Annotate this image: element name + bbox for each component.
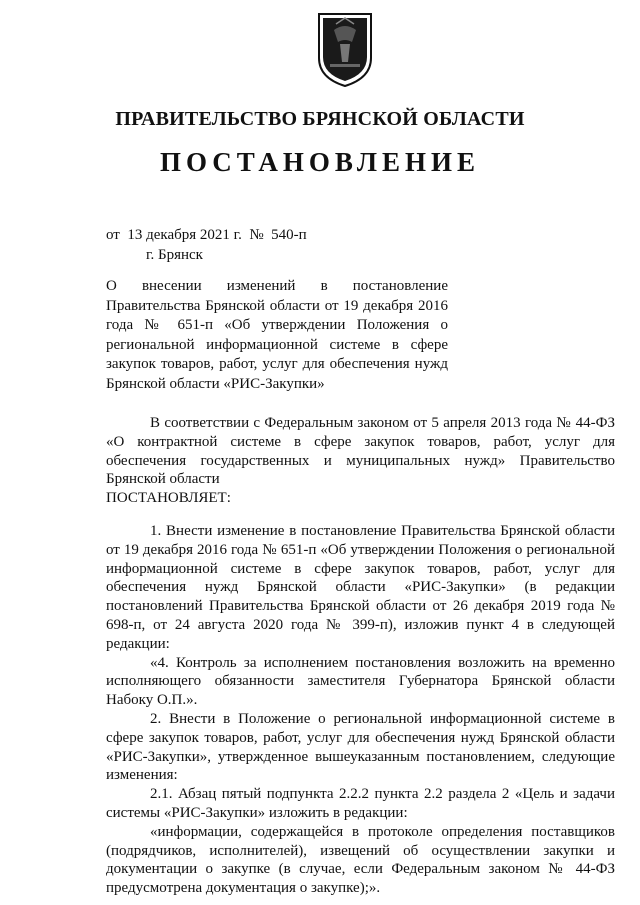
paragraph-2-1-quote: «информации, содержащейся в протоколе определения поставщиков (подрядчиков, исполнителей), извещений об осуществлении закупки и документации о закупке (в случае, если Федеральным законом № 44-ФЗ предусмотрена документация о закупке);». [106, 823, 615, 897]
coat-of-arms-icon [316, 12, 374, 88]
paragraph-1-quote: «4. Контроль за исполнением постановления возложить на временно исполняющего обязанности заместителя Губернатора Брянской области Набоку О.П.». [106, 654, 615, 709]
document-body [106, 414, 615, 898]
date-number-line: от 13 декабря 2021 г. № 540-п [106, 227, 307, 243]
paragraph-2-1: 2.1. Абзац пятый подпункта 2.2.2 пункта 2.2 раздела 2 «Цель и задачи системы «РИС-Закупки» изложить в редакции: [106, 786, 615, 821]
government-name: ПРАВИТЕЛЬСТВО БРЯНСКОЙ ОБЛАСТИ [115, 108, 525, 130]
paragraph-2: 2. Внести в Положение о региональной информационной системе в сфере закупок товаров, работ, услуг для обеспечения нужд Брянской области «РИС-Закупки», утвержденное вышеуказанным постановлением, следующие изменения: [106, 710, 615, 784]
resolves-line: ПОСТАНОВЛЯЕТ: [106, 490, 231, 507]
paragraph-1: 1. Внести изменение в постановление Правительства Брянской области от 19 декабря 2016 года № 651-п «Об утверждении Положения о региональной информационной системе в сфере закупок товаров, работ, услуг для обеспечения нужд Брянской области «РИС-Закупки» (в редакции постановлений Правительства Брянской области от 26 декабря 2019 года № 698-п, от 24 августа 2020 года № 399-п), изложив пункт 4 в следующей редакции: [106, 522, 615, 652]
document-type: ПОСТАНОВЛЕНИЕ [159, 147, 481, 177]
preamble-paragraph: В соответствии с Федеральным законом от 5 апреля 2013 года № 44-ФЗ «О контрактной системе в сфере закупок товаров, работ, услуг для обеспечения государственных и муниципальных нужд» Правительство Брянской области [106, 415, 615, 488]
document-subject: О внесении изменений в постановление Правительства Брянской области от 19 декабря 2016 года № 651-п «Об утверждении Положения о региональной информационной системе в сфере закупок товаров, работ, услуг для обеспечения нужд Брянской области «РИС-Закупки» [106, 278, 448, 392]
document-meta [106, 225, 307, 265]
city-line: г. Брянск [146, 247, 203, 263]
